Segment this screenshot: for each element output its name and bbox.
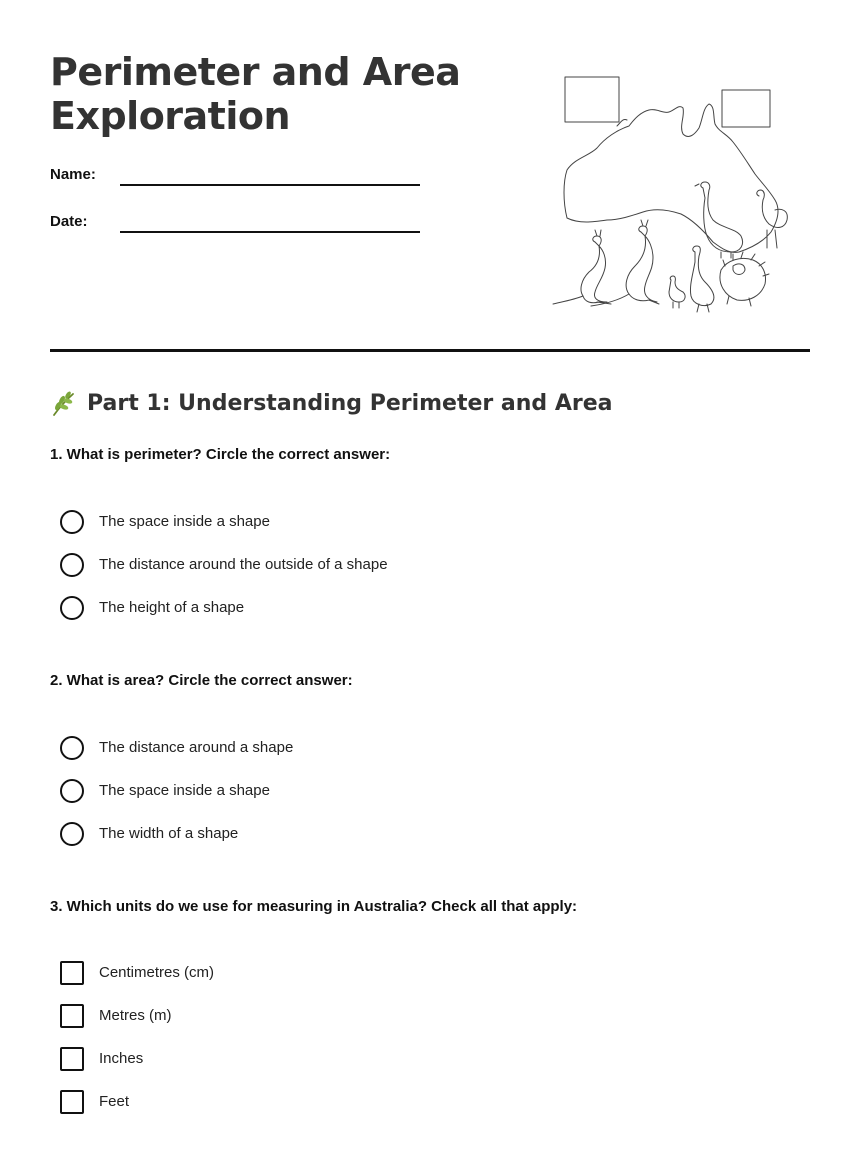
checkbox[interactable] — [60, 961, 84, 985]
q1-option-1[interactable] — [60, 510, 270, 534]
checkbox[interactable] — [60, 1047, 84, 1071]
australia-map-with-animals-illustration — [545, 70, 795, 315]
checkbox[interactable] — [60, 1090, 84, 1114]
name-field — [50, 165, 420, 195]
map-label-box-right — [722, 90, 770, 127]
page-title: Perimeter and Area Exploration — [50, 50, 461, 138]
q2-option-1[interactable] — [60, 736, 293, 760]
section-divider — [50, 349, 810, 352]
q1-option-3[interactable] — [60, 596, 244, 620]
leaf-icon — [50, 390, 78, 418]
part1-heading — [50, 388, 612, 420]
option-label: Metres (m) — [99, 1007, 172, 1024]
q3-option-1[interactable] — [60, 961, 214, 985]
q1-option-2[interactable] — [60, 553, 388, 577]
question-1: 1. What is perimeter? Circle the correct answer: — [50, 446, 391, 463]
q3-option-2[interactable] — [60, 1004, 172, 1028]
radio-button[interactable] — [60, 510, 84, 534]
radio-button[interactable] — [60, 596, 84, 620]
date-field — [50, 212, 420, 242]
q3-option-3[interactable] — [60, 1047, 143, 1071]
q2-option-3[interactable] — [60, 822, 238, 846]
australia-outline-icon — [564, 104, 778, 252]
option-label: The distance around a shape — [99, 739, 294, 756]
q3-option-4[interactable] — [60, 1090, 129, 1114]
radio-button[interactable] — [60, 553, 84, 577]
part1-heading-text: Part 1: Understanding Perimeter and Area — [87, 391, 613, 416]
map-label-box-left — [565, 77, 619, 122]
option-label: The distance around the outside of a shape — [99, 556, 388, 573]
q2-option-2[interactable] — [60, 779, 270, 803]
checkbox[interactable] — [60, 1004, 84, 1028]
date-field-line[interactable] — [120, 231, 420, 233]
option-label: The width of a shape — [99, 825, 239, 842]
option-label: Centimetres (cm) — [99, 964, 215, 981]
date-field-label: Date: — [50, 213, 88, 230]
option-label: The space inside a shape — [99, 513, 270, 530]
option-label: Inches — [99, 1050, 144, 1067]
radio-button[interactable] — [60, 736, 84, 760]
question-2: 2. What is area? Circle the correct answer: — [50, 672, 353, 689]
question-3: 3. Which units do we use for measuring in Australia? Check all that apply: — [50, 898, 578, 915]
option-label: The space inside a shape — [99, 782, 270, 799]
radio-button[interactable] — [60, 822, 84, 846]
option-label: Feet — [99, 1093, 130, 1110]
radio-button[interactable] — [60, 779, 84, 803]
option-label: The height of a shape — [99, 599, 245, 616]
name-field-line[interactable] — [120, 184, 420, 186]
name-field-label: Name: — [50, 166, 96, 183]
